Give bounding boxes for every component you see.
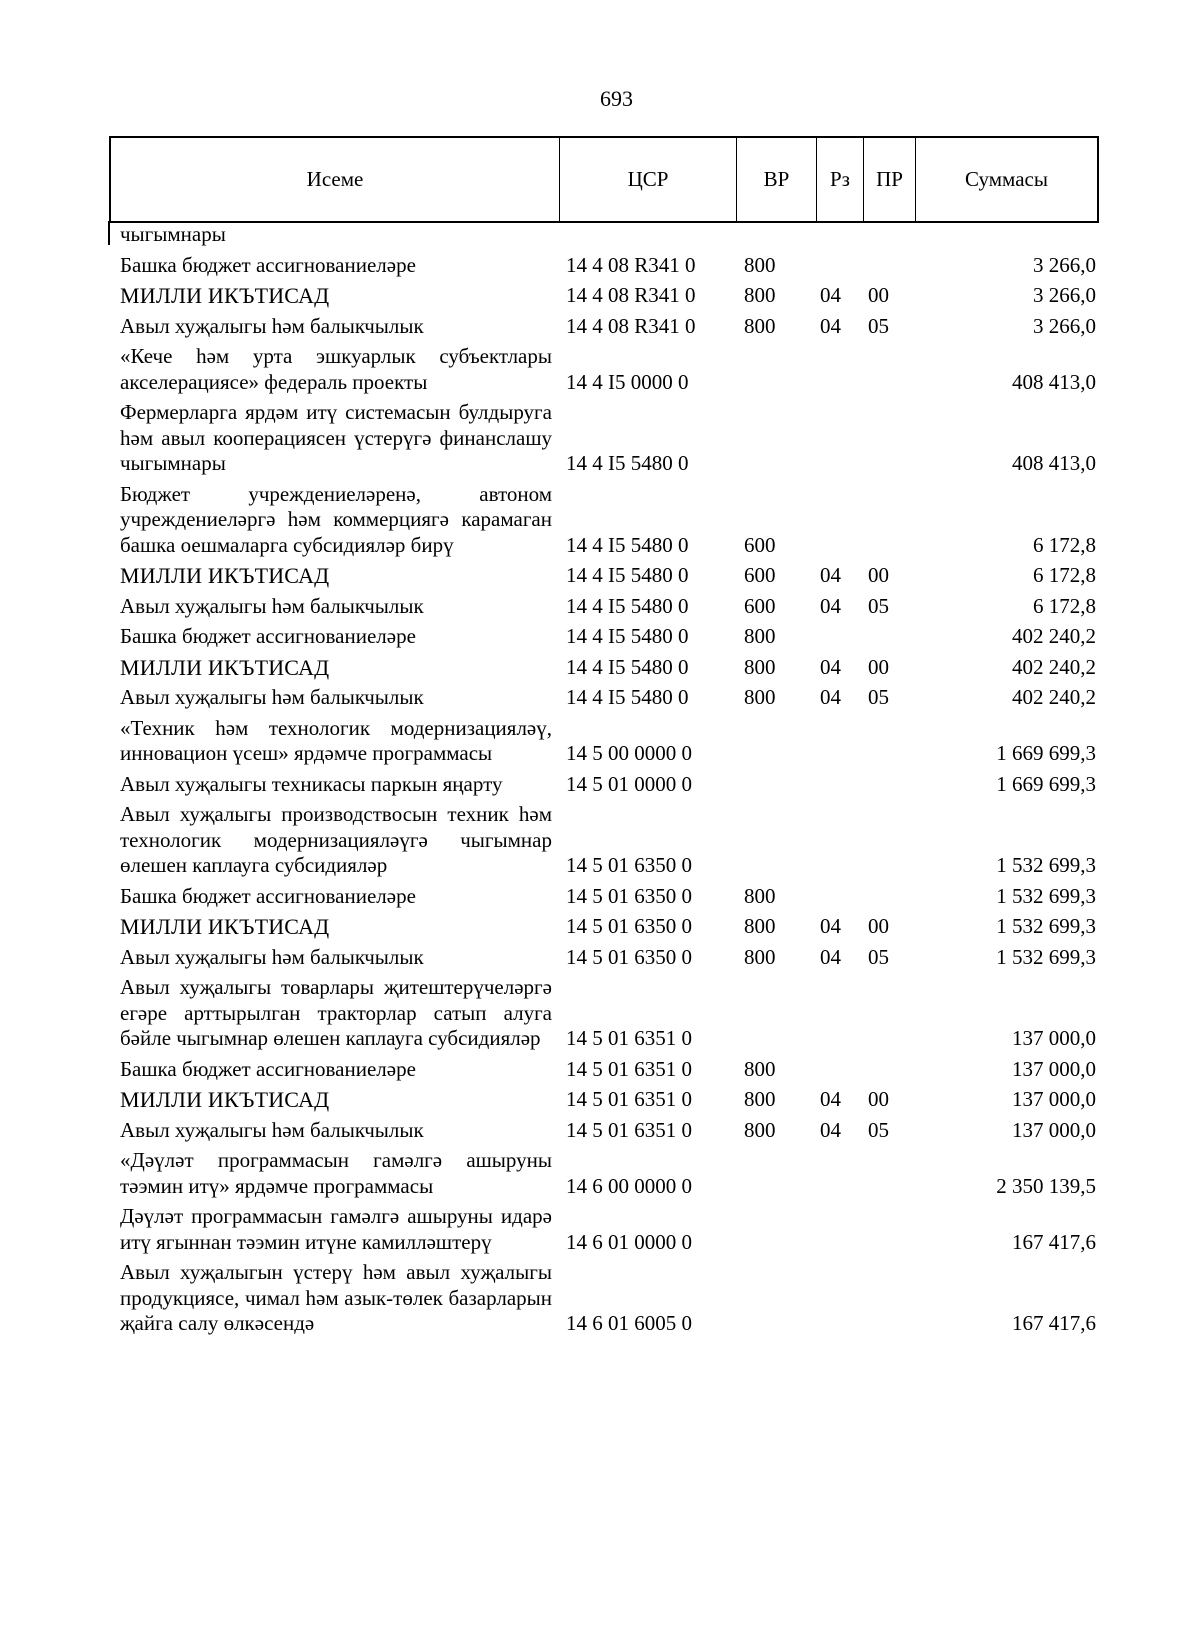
- row-csr: 14 4 08 R341 0: [566, 252, 696, 277]
- row-pr: 05: [868, 313, 889, 338]
- row-vr: 800: [744, 685, 776, 709]
- table-row: [120, 400, 1100, 477]
- row-csr: 14 4 I5 5480 0: [566, 593, 689, 618]
- row-name: «Дәүләт программасын гамәлгә ашыруны тәэмин итү» ярдәмче программасы: [120, 1148, 552, 1198]
- row-sum: 1 669 699,3: [996, 771, 1096, 796]
- row-pr: 05: [868, 685, 889, 709]
- row-name: Авыл хуҗалыгын үстерү һәм авыл хуҗалыгы продукциясе, чимал һәм азык-төлек базарларын җайга салу өлкәсендә: [120, 1260, 552, 1335]
- table-row: [120, 1204, 1100, 1255]
- row-pr: 00: [868, 654, 889, 679]
- row-sum: 3 266,0: [1033, 313, 1096, 338]
- row-rz: 04: [820, 914, 841, 938]
- row-rz: 04: [820, 313, 841, 338]
- row-csr: 14 4 I5 5480 0: [566, 685, 689, 709]
- header-pr: ПР: [864, 138, 916, 221]
- row-csr: 14 5 00 0000 0: [566, 741, 692, 765]
- table-row: [120, 594, 1100, 620]
- row-pr: 00: [868, 1087, 889, 1111]
- row-pr: 00: [868, 563, 889, 587]
- header-sum: Суммасы: [965, 167, 1048, 191]
- row-sum: 402 240,2: [1012, 654, 1096, 679]
- row-name: Авыл хуҗалыгы һәм балыкчылык: [120, 685, 424, 709]
- table-row: [120, 685, 1100, 711]
- row-vr: 800: [744, 944, 776, 969]
- row-csr: 14 4 I5 5480 0: [566, 563, 689, 587]
- table-row: [120, 1260, 1100, 1337]
- row-csr: 14 4 08 R341 0: [566, 283, 696, 307]
- row-csr: 14 5 01 6350 0: [566, 914, 692, 938]
- table-row: [120, 624, 1100, 650]
- header-vr: ВР: [737, 138, 817, 221]
- row-pr: 05: [868, 1117, 889, 1142]
- table-row: [120, 1087, 1100, 1113]
- row-vr: 600: [744, 593, 776, 618]
- row-csr: 14 4 I5 5480 0: [566, 624, 689, 648]
- row-csr: 14 5 01 6351 0: [566, 1087, 692, 1111]
- row-name: Авыл хуҗалыгы техникасы паркын яңарту: [120, 771, 503, 796]
- continuation-text: чыгымнары: [120, 222, 226, 246]
- table-row: [120, 283, 1100, 309]
- row-name: Авыл хуҗалыгы һәм балыкчылык: [120, 313, 424, 338]
- row-name: Башка бюджет ассигнованиеләре: [120, 883, 416, 908]
- row-csr: 14 4 I5 5480 0: [566, 654, 689, 679]
- row-name: Авыл хуҗалыгы һәм балыкчылык: [120, 593, 424, 618]
- table-row: [120, 344, 1100, 395]
- page-number: 693: [600, 86, 633, 111]
- row-csr: 14 6 00 0000 0: [566, 1173, 692, 1198]
- table-row: [120, 314, 1100, 340]
- row-rz: 04: [820, 283, 841, 307]
- row-name: Башка бюджет ассигнованиеләре: [120, 252, 416, 277]
- row-vr: 800: [744, 283, 776, 307]
- row-csr: 14 4 I5 0000 0: [566, 369, 689, 394]
- row-sum: 6 172,8: [1033, 593, 1096, 618]
- row-vr: 800: [744, 624, 776, 648]
- table-row: [120, 945, 1100, 971]
- row-rz: 04: [820, 654, 841, 679]
- row-sum: 408 413,0: [1012, 369, 1096, 394]
- row-csr: 14 4 08 R341 0: [566, 313, 696, 338]
- row-name: Авыл хуҗалыгы товарлары җитештерүчеләргә егәре арттырылган тракторлар сатып алуга бәйле чыгымнар өлешен каплауга субсидияләр: [120, 975, 552, 1050]
- row-csr: 14 5 01 6351 0: [566, 1026, 692, 1050]
- row-name: МИЛЛИ ИКЪТИСАД: [120, 1087, 330, 1112]
- row-csr: 14 5 01 6351 0: [566, 1056, 692, 1081]
- table-row: [120, 884, 1100, 910]
- row-rz: 04: [820, 1087, 841, 1111]
- row-vr: 800: [744, 654, 776, 679]
- row-csr: 14 5 01 6350 0: [566, 944, 692, 969]
- row-sum: 137 000,0: [1012, 1056, 1096, 1081]
- row-sum: 167 417,6: [1012, 1229, 1096, 1254]
- row-sum: 402 240,2: [1012, 624, 1096, 648]
- row-name: «Кече һәм урта эшкуарлык субъектлары акселерациясе» федераль проекты: [120, 344, 552, 394]
- row-rz: 04: [820, 944, 841, 969]
- header-name: Исеме: [111, 138, 560, 221]
- row-name: Бюджет учреждениеләренә, автоном учреждениеләргә һәм коммерциягә карамаган башка оешмаларга субсидияләр бирү: [120, 481, 552, 557]
- row-rz: 04: [820, 563, 841, 587]
- row-vr: 800: [744, 252, 776, 277]
- row-sum: 2 350 139,5: [996, 1173, 1096, 1198]
- table-row: [120, 975, 1100, 1052]
- row-sum: 6 172,8: [1033, 532, 1096, 557]
- row-pr: 05: [868, 944, 889, 969]
- row-name: МИЛЛИ ИКЪТИСАД: [120, 283, 330, 308]
- table-row: [120, 1057, 1100, 1083]
- table-row: [120, 253, 1100, 279]
- row-sum: 1 532 699,3: [996, 944, 1096, 969]
- row-pr: 05: [868, 593, 889, 618]
- table-row: [120, 482, 1100, 559]
- row-vr: 800: [744, 914, 776, 938]
- row-sum: 137 000,0: [1012, 1117, 1096, 1142]
- row-name: МИЛЛИ ИКЪТИСАД: [120, 654, 330, 680]
- row-pr: 00: [868, 914, 889, 938]
- row-name: Башка бюджет ассигнованиеләре: [120, 624, 416, 648]
- row-sum: 408 413,0: [1012, 451, 1096, 475]
- row-sum: 1 532 699,3: [996, 853, 1096, 877]
- row-sum: 1 532 699,3: [996, 914, 1096, 938]
- table-header: [109, 136, 1099, 223]
- table-row: [120, 1118, 1100, 1144]
- row-csr: 14 5 01 6351 0: [566, 1117, 692, 1142]
- row-vr: 800: [744, 883, 776, 908]
- row-csr: 14 5 01 6350 0: [566, 853, 692, 877]
- row-name: МИЛЛИ ИКЪТИСАД: [120, 563, 330, 588]
- row-sum: 137 000,0: [1012, 1026, 1096, 1050]
- table-row: [120, 914, 1100, 940]
- row-csr: 14 4 I5 5480 0: [566, 451, 689, 475]
- row-sum: 6 172,8: [1033, 563, 1096, 587]
- table-row: [120, 716, 1100, 767]
- row-name: Авыл хуҗалыгы һәм балыкчылык: [120, 1117, 424, 1142]
- row-vr: 800: [744, 1056, 776, 1081]
- table-row: [120, 655, 1100, 681]
- row-sum: 1 669 699,3: [996, 741, 1096, 765]
- row-name: МИЛЛИ ИКЪТИСАД: [120, 914, 330, 939]
- row-sum: 1 532 699,3: [996, 883, 1096, 908]
- row-sum: 3 266,0: [1033, 283, 1096, 307]
- row-rz: 04: [820, 685, 841, 709]
- row-csr: 14 5 01 6350 0: [566, 883, 692, 908]
- row-sum: 402 240,2: [1012, 685, 1096, 709]
- row-vr: 800: [744, 313, 776, 338]
- row-name: Башка бюджет ассигнованиеләре: [120, 1056, 416, 1081]
- row-sum: 137 000,0: [1012, 1087, 1096, 1111]
- table-body: [120, 222, 1100, 1342]
- row-rz: 04: [820, 593, 841, 618]
- row-sum: 3 266,0: [1033, 252, 1096, 277]
- header-csr: ЦСР: [560, 138, 737, 221]
- row-sum: 167 417,6: [1012, 1311, 1096, 1335]
- row-vr: 800: [744, 1117, 776, 1142]
- table-row: [120, 1148, 1100, 1199]
- continuation-row: [120, 222, 1100, 248]
- row-csr: 14 4 I5 5480 0: [566, 532, 689, 557]
- row-vr: 800: [744, 1087, 776, 1111]
- row-name: Авыл хуҗалыгы һәм балыкчылык: [120, 944, 424, 969]
- table-row: [120, 563, 1100, 589]
- header-rz: Рз: [817, 138, 864, 221]
- row-name: Авыл хуҗалыгы производствосын техник һәм технологик модернизацияләүгә чыгымнар өлешен каплауга субсидияләр: [120, 802, 552, 877]
- row-name: «Техник һәм технологик модернизацияләү, инновацион үсеш» ярдәмче программасы: [120, 715, 552, 765]
- table-left-border: [108, 221, 110, 245]
- table-row: [120, 772, 1100, 798]
- row-rz: 04: [820, 1117, 841, 1142]
- row-name: Дәүләт программасын гамәлгә ашыруны идарә итү ягыннан тәэмин итүне камилләштерү: [120, 1204, 552, 1254]
- row-csr: 14 6 01 0000 0: [566, 1229, 692, 1254]
- row-name: Фермерларга ярдәм итү системасын булдыруга һәм авыл кооперациясен үстерүгә финанслашу чыгымнары: [120, 400, 552, 475]
- row-csr: 14 6 01 6005 0: [566, 1311, 692, 1335]
- row-vr: 600: [744, 532, 776, 557]
- row-csr: 14 5 01 0000 0: [566, 771, 692, 796]
- row-vr: 600: [744, 563, 776, 587]
- row-pr: 00: [868, 283, 889, 307]
- table-row: [120, 802, 1100, 879]
